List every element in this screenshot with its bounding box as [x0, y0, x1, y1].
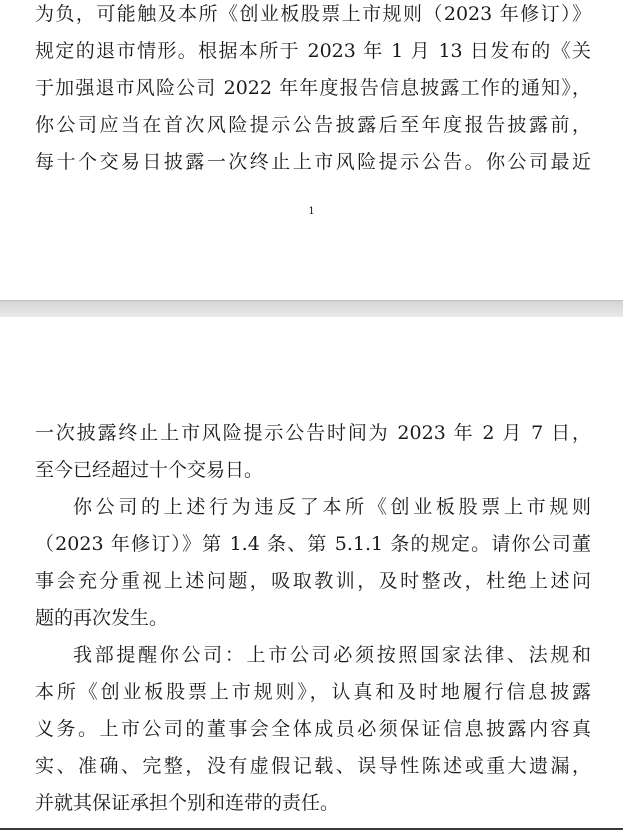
text-line: 于加强退市风险公司 2022 年年度报告信息披露工作的通知》，	[35, 77, 591, 99]
paragraph-first-line: 你公司的上述行为违反了本所《创业板股票上市规则	[73, 496, 591, 518]
text-line: 实、准确、完整，没有虚假记载、误导性陈述或重大遗漏，	[35, 755, 591, 777]
text-line: 为负，可能触及本所《创业板股票上市规则（2023 年修订）》	[35, 3, 591, 25]
text-line: 事会充分重视上述问题，吸取教训，及时整改，杜绝上述问	[35, 570, 591, 592]
page-2	[0, 317, 623, 831]
text-line: 规定的退市情形。根据本所于 2023 年 1 月 13 日发布的《关	[35, 40, 591, 62]
page-2-text	[35, 415, 591, 822]
page-1-text	[35, 0, 591, 181]
page-number: 1	[308, 206, 315, 217]
text-line: 义务。上市公司的董事会全体成员必须保证信息披露内容真	[35, 718, 591, 740]
text-line: 至今已经超过十个交易日。	[35, 459, 264, 481]
text-line: 你公司应当在首次风险提示公告披露后至年度报告披露前，	[35, 114, 591, 136]
page-separator	[0, 300, 623, 317]
page-bottom-edge	[0, 828, 623, 830]
text-line: （2023 年修订）》第 1.4 条、第 5.1.1 条的规定。请你公司董	[35, 533, 591, 555]
text-line: 一次披露终止上市风险提示公告时间为 2023 年 2 月 7 日，	[35, 422, 591, 444]
text-line: 本所《创业板股票上市规则》，认真和及时地履行信息披露	[35, 681, 591, 703]
text-line: 每十个交易日披露一次终止上市风险提示公告。你公司最近	[35, 151, 591, 173]
text-line: 并就其保证承担个别和连带的责任。	[35, 792, 340, 814]
paragraph-first-line: 我部提醒你公司：上市公司必须按照国家法律、法规和	[73, 644, 591, 666]
page-1	[0, 0, 623, 300]
text-line: 题的再次发生。	[35, 607, 169, 629]
